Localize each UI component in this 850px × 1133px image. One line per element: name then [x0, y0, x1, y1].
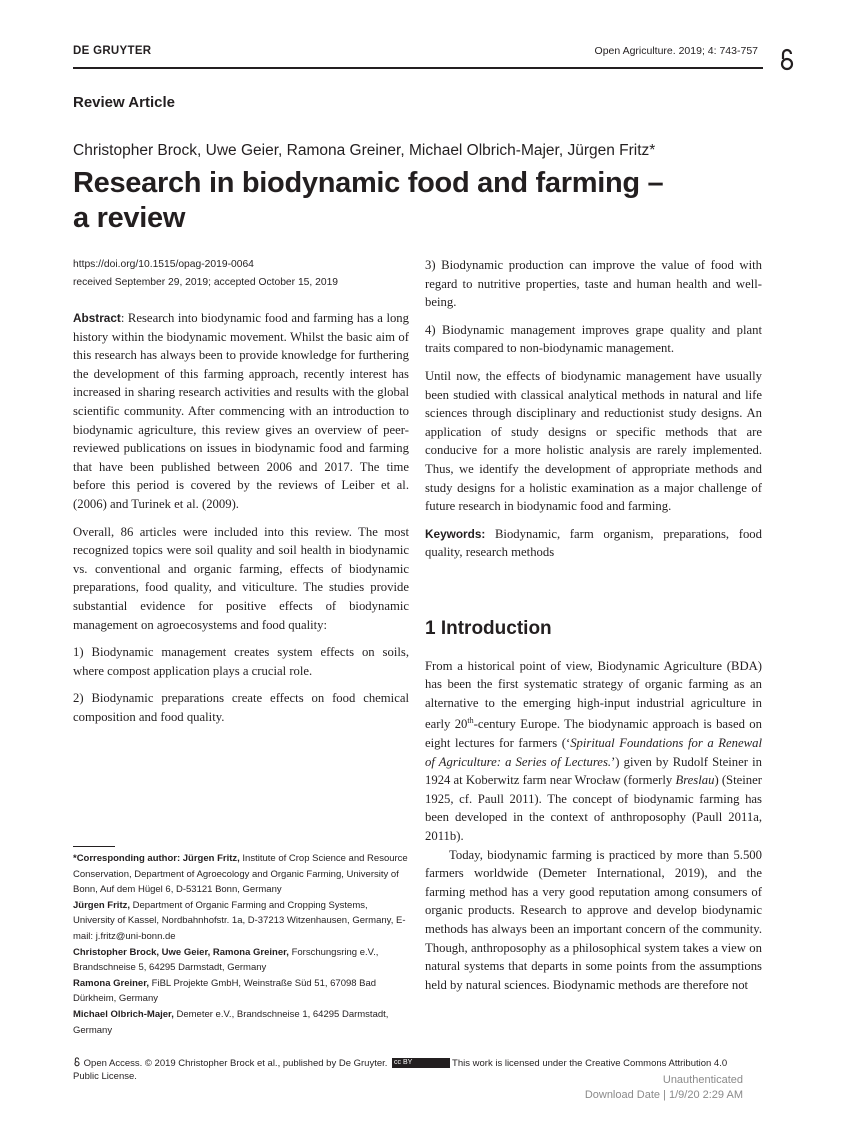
- footnote-entry: [73, 945, 409, 976]
- footnote-name: Ramona Greiner,: [73, 977, 150, 989]
- footnote-affiliation: Department of Organic Farming and Cropping Systems, University of Kassel, Nordbahnhofstr. 1a, D-37213 Witzenhausen, Germany, E-mail: j.fritz@uni-bonn.de: [73, 899, 406, 942]
- intro-paragraph-2: Today, biodynamic farming is practiced by more than 5.500 farmers worldwide (Demeter International, 2019), and the farming method has a very good reputation among consumers of organic products. Research to approve and develop biodynamic methods has always been an important concern of the community. Though, anthroposophy as a philosophical system takes a view on natural systems that departs in some points from the assumptions held by natural sciences. Biodynamic methods are therefore not: [425, 847, 762, 992]
- abstract-label: Abstract: [73, 311, 121, 325]
- abstract-paragraph-7: Until now, the effects of biodynamic management have usually been studied with classical analytical methods in natural and life sciences through disciplinary and reductionist study designs. An application of study designs or specific methods that are conducive for a more holistic analysis are rarely implemented. Thus, we identify the development of appropriate methods and study designs for a holistic examination as a major challenge of future research in biodynamic food and farming.: [425, 368, 762, 514]
- article-title: [73, 166, 713, 236]
- license-text-c: Public License.: [73, 1071, 137, 1082]
- header-rule: [73, 67, 763, 69]
- footnote-entry: [73, 1007, 409, 1038]
- received-dates: received September 29, 2019; accepted October 15, 2019: [73, 277, 339, 288]
- publisher-logo: DE GRUYTER: [73, 45, 152, 57]
- cc-by-badge[interactable]: [392, 1058, 450, 1068]
- intro-text-a: From a historical point of view, Biodynamic Agriculture (BDA) has been the first systematic strategy of organic farming as an alternative to the emerging high-input industrial agriculture in early 20: [425, 658, 762, 732]
- intro-text-d: ) (Steiner 1925, cf. Paull 2011). The concept of biodynamic farming has been developed in the context of anthroposophy (Paull 2011a, 2011b).: [425, 773, 762, 844]
- intro-paragraph-1: [425, 657, 762, 846]
- intro-text-c: ’) given by Rudolf Steiner in 1924 at Koberwitz farm near Wrocław (formerly: [425, 754, 762, 788]
- footnote-rule: [73, 846, 115, 847]
- open-access-icon: [778, 48, 796, 72]
- keywords-text: Biodynamic, farm organism, preparations, food quality, research methods: [425, 526, 762, 560]
- footnote-name: Christopher Brock, Uwe Geier, Ramona Greiner,: [73, 946, 289, 958]
- title-line-1: Research in biodynamic food and farming –: [73, 167, 664, 199]
- abstract-text: : Research into biodynamic food and farming has a long history within the biodynamic movement. Whilst the basic aim of this research has always been to provide knowledge for furthering the development of this farming approach, recently interest has increased in sharing research activities and results with the global scientific community. After commencing with an introduction to biodynamic agriculture, this review gives an overview of peer-reviewed publications on issues in biodynamic food and farming that have been published between 2006 and 2017. The time before this period is covered by the reviews of Leiber et al. (2006) and Turinek et al. (2009).: [73, 311, 409, 511]
- title-line-2: a review: [73, 202, 186, 234]
- breslau: Breslau: [675, 773, 715, 788]
- footnote-affiliation: FiBL Projekte GmbH, Weinstraße Süd 51, 67098 Bad Dürkheim, Germany: [73, 977, 377, 1005]
- open-access-icon: [73, 1057, 81, 1067]
- license-text-a: Open Access. © 2019 Christopher Brock et al., published by De Gruyter.: [83, 1058, 388, 1069]
- abstract-paragraph-3: 1) Biodynamic management creates system effects on soils, where compost application plays a crucial role.: [73, 645, 409, 678]
- cc-by-label: cc BY: [394, 1059, 413, 1067]
- abstract-paragraph-1: [73, 309, 409, 514]
- footnote-name: Michael Olbrich-Majer,: [73, 1008, 174, 1020]
- right-column: [425, 256, 762, 1006]
- abstract-paragraph-6: 4) Biodynamic management improves grape quality and plant traits compared to non-biodynamic management.: [425, 322, 762, 356]
- superscript: th: [467, 716, 474, 726]
- keywords-label: Keywords:: [425, 526, 486, 541]
- article-type: Review Article: [73, 94, 175, 111]
- author-footnote: [73, 851, 409, 1038]
- watermark-unauthenticated: Unauthenticated: [662, 1074, 743, 1086]
- license-statement: [73, 1057, 727, 1069]
- watermark-download-date: Download Date | 1/9/20 2:29 AM: [584, 1089, 743, 1101]
- footnote-affiliation: Demeter e.V., Brandschneise 1, 64295 Darmstadt, Germany: [73, 1008, 389, 1036]
- footnote-affiliation: Forschungsring e.V., Brandschneise 5, 64295 Darmstadt, Germany: [73, 946, 379, 974]
- left-column: [73, 256, 409, 738]
- doi-link[interactable]: https://doi.org/10.1515/opag-2019-0064: [73, 259, 254, 270]
- footnote-affiliation: Institute of Crop Science and Resource Conservation, Department of Agroecology and Organic Farming, University of Bonn, Auf dem Hügel 6, D-53121 Bonn, Germany: [73, 853, 408, 896]
- lecture-title: Spiritual Foundations for a Renewal of Agriculture: a Series of Lectures.: [425, 736, 762, 769]
- abstract-paragraph-4: 2) Biodynamic preparations create effects on food chemical composition and food quality.: [73, 691, 409, 724]
- license-text-b: This work is licensed under the Creative Commons Attribution 4.0: [452, 1058, 728, 1069]
- footnote-name: *Corresponding author: Jürgen Fritz,: [73, 853, 240, 864]
- author-list: Christopher Brock, Uwe Geier, Ramona Greiner, Michael Olbrich-Majer, Jürgen Fritz*: [73, 142, 656, 159]
- abstract-paragraph-2: Overall, 86 articles were included into this review. The most recognized topics were soil quality and soil health in biodynamic vs. conventional and organic farming, effects of biodynamic preparations, food quality, and viticulture. The studies provide substantial evidence for positive effects of biodynamic management on agroecosystems and food quality:: [73, 524, 409, 632]
- intro-text-b: -century Europe. The biodynamic approach is based on eight lectures for farmers (‘: [425, 717, 762, 751]
- abstract-paragraph-5: 3) Biodynamic production can improve the value of food with regard to nutritive properties, taste and human health and well-being.: [425, 258, 762, 310]
- keywords: [425, 525, 762, 562]
- footnote-name: Jürgen Fritz,: [73, 899, 131, 911]
- footnote-entry: [73, 898, 409, 945]
- footnote-entry: [73, 976, 409, 1007]
- footnote-entry: [73, 851, 409, 898]
- journal-citation: Open Agriculture. 2019; 4: 743-757: [594, 45, 758, 57]
- section-heading: 1 Introduction: [425, 617, 552, 639]
